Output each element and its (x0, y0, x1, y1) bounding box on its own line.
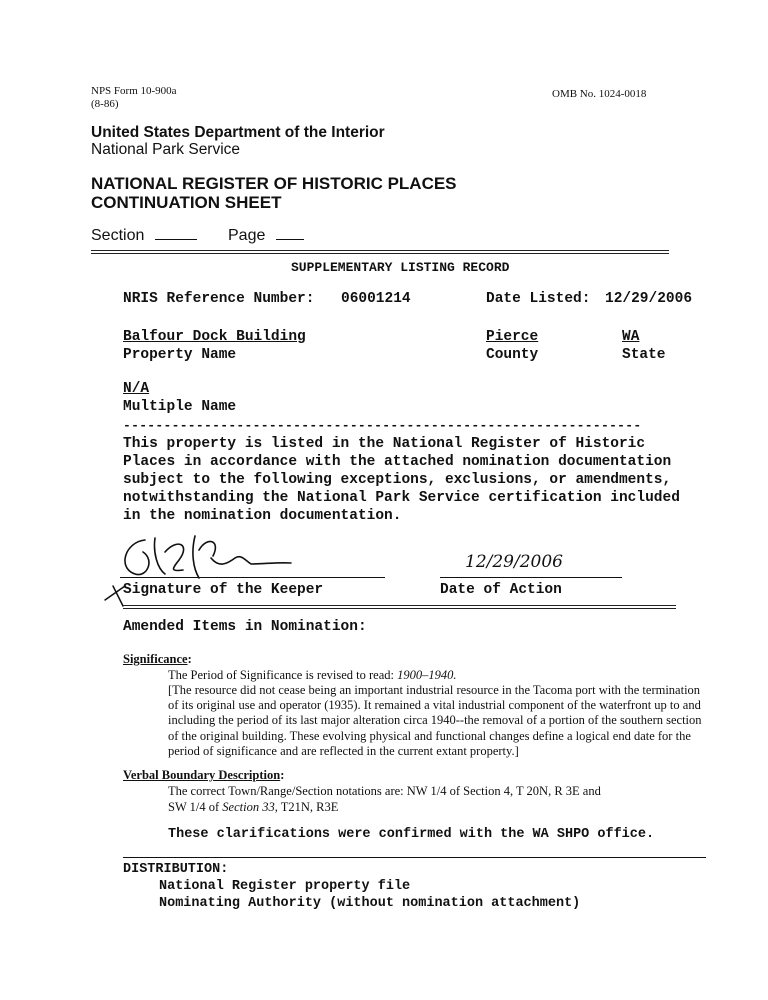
nris-label: NRIS Reference Number: (123, 291, 315, 307)
date-listed-value: 12/29/2006 (605, 291, 693, 307)
county-label: County (486, 347, 539, 363)
service-name: National Park Service (91, 141, 241, 158)
date-of-action-label: Date of Action (440, 582, 562, 598)
property-name-label: Property Name (123, 347, 237, 363)
significance-heading: Significance: (123, 652, 192, 666)
distribution-heading: DISTRIBUTION: (123, 862, 229, 877)
date-line (440, 577, 622, 578)
significance-intro: The Period of Significance is revised to read: 1900–1940. (168, 668, 457, 682)
page-field (228, 227, 304, 245)
multiple-name-label: Multiple Name (123, 399, 237, 415)
state-value: WA (622, 329, 640, 345)
significance-line: period of significance and are reflected in the current extant property.] (168, 743, 519, 758)
boundary-heading: Verbal Boundary Description: (123, 768, 285, 782)
boundary-line-2: SW 1/4 of Section 33, T21N, R3E (168, 800, 339, 814)
statement-line: notwithstanding the National Park Service certification included (123, 490, 680, 506)
multiple-name-value: N/A (123, 381, 150, 397)
property-name: Balfour Dock Building (123, 329, 306, 345)
clarification-note: These clarifications were confirmed with the WA SHPO office. (168, 827, 655, 842)
amended-label: Amended Items in Nomination: (123, 619, 367, 635)
county-value: Pierce (486, 329, 539, 345)
omb-number: OMB No. 1024-0018 (552, 88, 647, 100)
page-label: Page (228, 227, 266, 244)
distribution-divider (123, 857, 706, 858)
nris-value: 06001214 (341, 291, 411, 307)
section-label: Section (91, 227, 145, 244)
signature-line (120, 577, 385, 578)
handwritten-action-date: 12/29/2006 (465, 552, 563, 572)
record-title: SUPPLEMENTARY LISTING RECORD (291, 260, 510, 275)
significance-line: of the original building. These evolving physical and functional changes define a logical end date for the (168, 728, 691, 743)
keeper-signature-image (95, 530, 315, 615)
record-divider (123, 605, 676, 609)
signature-label: Signature of the Keeper (123, 582, 324, 598)
form-date: (8-86) (91, 98, 119, 110)
section-field (91, 227, 197, 245)
significance-line: [The resource did not cease being an important industrial resource in the Tacoma port with the termination (168, 683, 701, 697)
header-divider (91, 250, 669, 254)
boundary-line-1: The correct Town/Range/Section notations are: NW 1/4 of Section 4, T 20N, R 3E and (168, 784, 601, 798)
listing-statement (123, 435, 680, 525)
department-name: United States Department of the Interior (91, 124, 385, 141)
dashed-divider: ---------------------------------------------------------------- (123, 418, 642, 433)
state-label: State (622, 347, 666, 363)
page-blank (276, 239, 304, 240)
form-number: NPS Form 10-900a (91, 85, 177, 97)
statement-line: in the nomination documentation. (123, 508, 402, 524)
date-listed-label: Date Listed: (486, 291, 591, 307)
significance-line: including the period of its last major alteration circa 1940--the removal of a portion of the southern section (168, 713, 702, 728)
register-title: NATIONAL REGISTER OF HISTORIC PLACES (91, 174, 457, 193)
significance-explanation (168, 683, 728, 759)
distribution-item: Nominating Authority (without nomination attachment) (159, 896, 581, 911)
section-blank (155, 239, 197, 240)
statement-line: This property is listed in the National Register of Historic (123, 436, 646, 452)
distribution-item: National Register property file (159, 879, 411, 894)
statement-line: Places in accordance with the attached nomination documentation (123, 454, 672, 470)
continuation-title: CONTINUATION SHEET (91, 193, 282, 212)
statement-line: subject to the following exceptions, exclusions, or amendments, (123, 472, 672, 488)
significance-line: of its original use and operator (1935). It remained a vital industrial component of the waterfront up to and (168, 698, 701, 713)
